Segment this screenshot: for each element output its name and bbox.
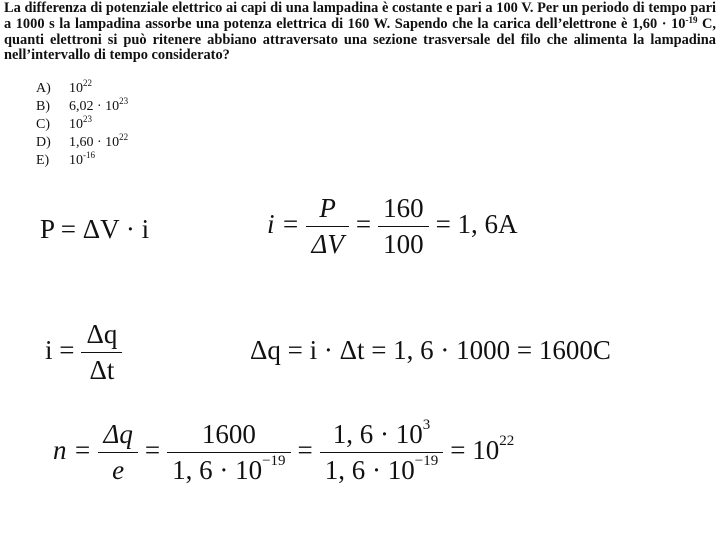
- fraction-p-over-dv: [306, 194, 348, 259]
- problem-text-part-2: C, quanti elettroni si può ritenere abbiano attraversato una sezione trasversale del filo che alimenta la lampadina nell’intervallo di tempo considerato?: [4, 15, 717, 64]
- equals-sign: =: [144, 434, 161, 465]
- option-label: A): [36, 81, 51, 96]
- option-base: 10: [69, 117, 83, 132]
- fraction-denominator: [167, 453, 290, 486]
- option-label: E): [36, 153, 50, 168]
- fraction-denominator: ΔV: [311, 228, 344, 259]
- result-base: = 10: [450, 434, 500, 465]
- denominator-exponent: −19: [262, 452, 286, 469]
- eq-lhs: i =: [267, 208, 300, 239]
- fraction-powers-of-ten: [320, 417, 443, 485]
- option-exponent: 23: [119, 96, 129, 106]
- option-base: 10: [69, 81, 83, 96]
- option-a: [36, 80, 128, 98]
- fraction-1600-over-charge: [167, 420, 290, 485]
- final-result: [450, 432, 515, 465]
- fraction-numerator: Δq: [81, 320, 122, 353]
- answer-options: [36, 80, 128, 170]
- option-exponent: 22: [83, 78, 92, 88]
- equals-sign: =: [355, 208, 372, 239]
- option-exponent: -16: [83, 150, 95, 160]
- current-from-power-equation: [262, 194, 523, 259]
- fraction-denominator: 100: [383, 228, 424, 259]
- result-exponent: 22: [499, 432, 515, 449]
- option-label: C): [36, 117, 50, 132]
- denominator-exponent: −19: [414, 452, 439, 469]
- fraction-numerator: P: [306, 194, 348, 227]
- fraction-denominator: Δt: [89, 354, 115, 385]
- fraction-dq-over-e: [98, 420, 137, 485]
- charge-equation: Δq = i · Δt = 1, 6 · 1000 = 1600C: [250, 335, 611, 365]
- current-definition-equation: [40, 320, 124, 385]
- fraction-numerator: Δq: [98, 420, 137, 453]
- charge-exponent: -19: [685, 14, 698, 25]
- fraction-dq-over-dt: [81, 320, 122, 385]
- option-base: 10: [69, 153, 83, 168]
- denominator-base: 1, 6 · 10: [172, 454, 263, 485]
- fraction-numerator: 1600: [167, 420, 290, 453]
- numerator-exponent: 3: [422, 417, 431, 433]
- eq-lhs: n =: [53, 434, 92, 465]
- option-label: D): [36, 135, 51, 150]
- option-c: [36, 116, 128, 134]
- electron-count-equation: [48, 417, 519, 485]
- option-e: [36, 152, 128, 170]
- problem-text: [4, 1, 716, 64]
- fraction-numerator: [320, 417, 443, 453]
- fraction-numerator: 160: [378, 194, 429, 227]
- problem-text-part-1: La differenza di potenziale elettrico ai capi di una lampadina è costante e pari a 100 V. Per un periodo di tempo pari a 1000 s la lampadina assorbe una potenza elettrica di 160 W. Sapendo che la carica dell’elettrone è 1,60 · 10: [4, 0, 716, 32]
- fraction-denominator: e: [112, 454, 125, 485]
- denominator-base: 1, 6 · 10: [324, 454, 415, 485]
- current-result: = 1, 6A: [435, 208, 518, 239]
- numerator-base: 1, 6 · 10: [332, 419, 423, 449]
- equals-sign: =: [297, 434, 313, 465]
- option-base: 1,60 · 10: [69, 135, 120, 150]
- power-equation: P = ΔV · i: [40, 214, 150, 244]
- option-label: B): [36, 99, 50, 114]
- fraction-160-over-100: [378, 194, 429, 259]
- option-exponent: 23: [83, 114, 92, 124]
- eq-lhs: i =: [45, 334, 75, 365]
- option-exponent: 22: [119, 132, 129, 142]
- fraction-denominator: [320, 453, 443, 486]
- option-base: 6,02 · 10: [69, 99, 120, 114]
